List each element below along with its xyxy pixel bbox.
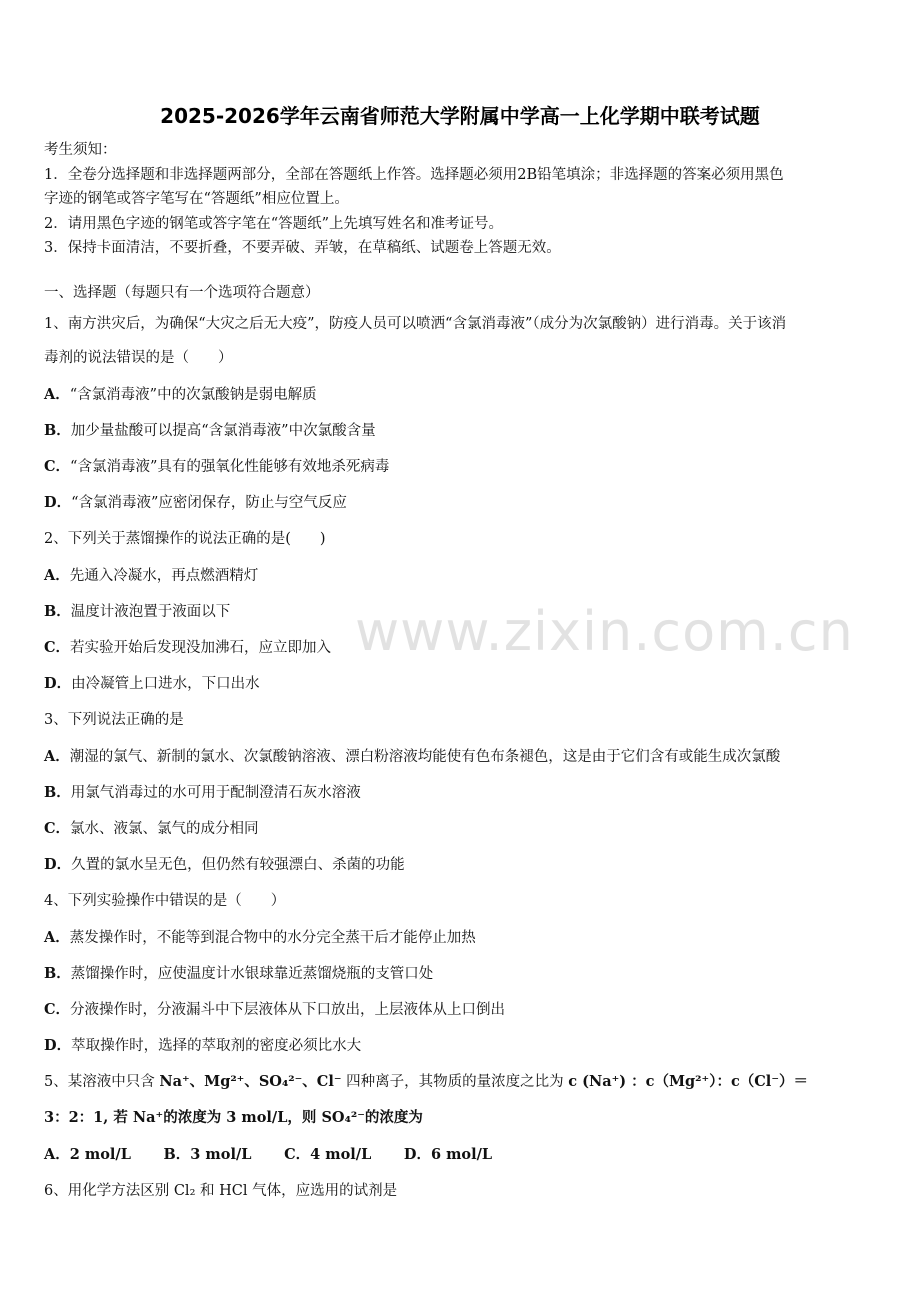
option-text: 潮湿的氯气、新制的氯水、次氯酸钠溶液、漂白粉溶液均能使有色布条褪色，这是由于它们含有或能生成次氯酸 — [69, 749, 781, 765]
option-text: 4 mol/L — [310, 1146, 372, 1163]
option-text: 用氯气消毒过的水可用于配制澄清石灰水溶液 — [70, 785, 361, 801]
question-1-stem-line2: 毒剂的说法错误的是（ ） — [44, 350, 233, 366]
notice-item: 字迹的钢笔或答字笔写在“答题纸”相应位置上。 — [44, 191, 349, 207]
option-text: 6 mol/L — [430, 1146, 493, 1163]
option-letter: A． — [44, 567, 70, 584]
question-5-option-a — [44, 1147, 131, 1163]
exam-notice — [44, 138, 880, 261]
question-1-stem-line1: 1、南方洪灾后，为确保“大灾之后无大疫”，防疫人员可以喷洒“含氯消毒液”（成分为次氯酸钠）进行消毒。关于该消 — [44, 316, 787, 332]
option-letter: A． — [44, 386, 70, 403]
question-5-option-d — [404, 1147, 492, 1163]
option-letter: C． — [44, 458, 71, 475]
question-1-option-d — [44, 493, 880, 513]
option-letter: D． — [403, 1146, 431, 1163]
question-4-option-c — [44, 1000, 880, 1020]
notice-heading: 考生须知： — [44, 142, 117, 158]
stem-prefix: 5、某溶液中只含 — [44, 1074, 160, 1090]
question-1-option-b — [44, 421, 880, 441]
option-letter: B． — [44, 784, 71, 801]
option-text: “含氯消毒液”应密闭保存，防止与空气反应 — [71, 495, 347, 511]
question-1-option-c — [44, 457, 880, 477]
question-4-stem: 4、下列实验操作中错误的是（ ） — [44, 893, 286, 909]
question-4-option-a — [44, 928, 880, 948]
option-text: 由冷凝管上口进水，下口出水 — [71, 676, 260, 692]
option-letter: D． — [44, 675, 72, 692]
option-text: 蒸发操作时，不能等到混合物中的水分完全蒸干后才能停止加热 — [69, 930, 476, 946]
option-letter: A． — [44, 1146, 70, 1163]
option-text: 久置的氯水呈无色，但仍然有较强漂白、杀菌的功能 — [71, 857, 405, 873]
option-text: 3 mol/L — [190, 1146, 252, 1163]
option-text: 分液操作时，分液漏斗中下层液体从下口放出，上层液体从上口倒出 — [70, 1002, 506, 1018]
option-text: 先通入冷凝水，再点燃酒精灯 — [69, 568, 259, 584]
question-4-option-d — [44, 1036, 880, 1056]
option-text: 2 mol/L — [69, 1146, 131, 1163]
option-text: 温度计液泡置于液面以下 — [70, 604, 231, 620]
question-5-option-b — [164, 1147, 252, 1163]
option-text: 蒸馏操作时，应使温度计水银球靠近蒸馏烧瓶的支管口处 — [70, 966, 434, 982]
option-letter: C． — [44, 1001, 71, 1018]
option-letter: A． — [44, 748, 70, 765]
question-5-stem-line1 — [44, 1072, 880, 1092]
page-title: 2025-2026学年云南省师范大学附属中学高一上化学期中联考试题 — [160, 104, 760, 128]
option-letter: A． — [44, 929, 70, 946]
option-letter: D． — [44, 856, 72, 873]
question-6-stem: 6、用化学方法区别 Cl₂ 和 HCl 气体，应选用的试剂是 — [44, 1183, 398, 1199]
question-3-option-a — [44, 747, 880, 767]
ratio-expression: c (Na⁺) ：c（Mg²⁺）：c（Cl⁻）＝ — [568, 1073, 808, 1090]
option-text: “含氯消毒液”中的次氯酸钠是弱电解质 — [69, 387, 317, 403]
watermark: www.zixin.com.cn — [355, 600, 854, 663]
question-4-option-b — [44, 964, 880, 984]
question-3-stem: 3、下列说法正确的是 — [44, 712, 184, 728]
option-text: 加少量盐酸可以提高“含氯消毒液”中次氯酸含量 — [70, 423, 376, 439]
question-2-option-c — [44, 638, 880, 658]
option-letter: B． — [44, 422, 71, 439]
question-3-option-c — [44, 819, 880, 839]
option-letter: C． — [284, 1146, 311, 1163]
notice-item: 1．全卷分选择题和非选择题两部分，全部在答题纸上作答。选择题必须用2B铅笔填涂；非选择题的答案必须用黑色 — [44, 166, 784, 183]
question-2-option-a — [44, 566, 880, 586]
option-text: 若实验开始后发现没加沸石，应立即加入 — [70, 640, 332, 656]
section-title: 一、选择题（每题只有一个选项符合题意） — [44, 285, 320, 301]
question-2-option-d — [44, 674, 880, 694]
option-letter: D． — [44, 494, 72, 511]
ion-list: Na⁺、Mg²⁺、SO₄²⁻、Cl⁻ — [159, 1073, 342, 1090]
question-1-option-a — [44, 385, 880, 405]
question-2-option-b — [44, 602, 880, 622]
question-5-options — [44, 1145, 880, 1165]
question-3-option-d — [44, 855, 880, 875]
option-text: 萃取操作时，选择的萃取剂的密度必须比水大 — [71, 1038, 362, 1054]
option-letter: C． — [44, 820, 71, 837]
notice-item: 3．保持卡面清洁，不要折叠，不要弄破、弄皱，在草稿纸、试题卷上答题无效。 — [44, 240, 561, 256]
option-text: 氯水、液氯、氯气的成分相同 — [70, 821, 259, 837]
option-letter: B． — [44, 603, 71, 620]
option-letter: D． — [44, 1037, 72, 1054]
option-text: “含氯消毒液”具有的强氧化性能够有效地杀死病毒 — [70, 459, 390, 475]
question-2-stem: 2、下列关于蒸馏操作的说法正确的是( ) — [44, 531, 326, 547]
option-letter: B． — [163, 1146, 191, 1163]
option-letter: B． — [44, 965, 71, 982]
question-5-stem-line2: 3：2：1, 若 Na⁺的浓度为 3 mol/L，则 SO₄²⁻的浓度为 — [44, 1109, 423, 1126]
question-3-option-b — [44, 783, 880, 803]
notice-item: 2．请用黑色字迹的钢笔或答字笔在“答题纸”上先填写姓名和准考证号。 — [44, 215, 504, 232]
option-letter: C． — [44, 639, 71, 656]
stem-middle: 四种离子，其物质的量浓度之比为 — [341, 1074, 569, 1090]
question-5-option-c — [284, 1147, 371, 1163]
